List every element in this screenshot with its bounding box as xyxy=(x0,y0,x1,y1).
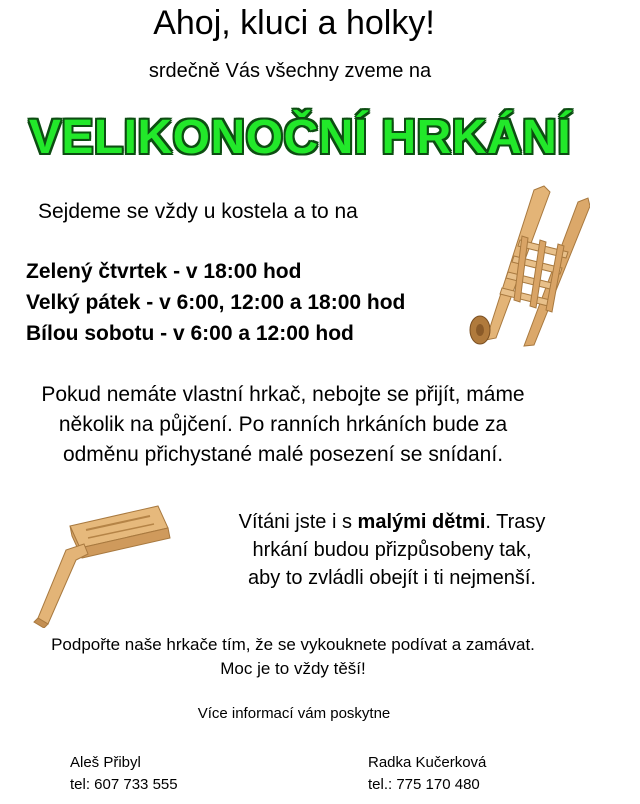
welcome-suffix: . Trasy xyxy=(485,511,546,533)
event-title: VELIKONOČNÍ HRKÁNÍ xyxy=(28,111,572,164)
contact-card xyxy=(70,752,178,796)
schedule-saturday: Bílou sobotu - v 6:00 a 12:00 hod xyxy=(26,322,354,345)
contact-name: Radka Kučerková xyxy=(368,754,487,771)
wooden-cart-rattle-image xyxy=(450,180,590,350)
support-paragraph xyxy=(0,633,586,681)
welcome-prefix: Vítáni jste i s xyxy=(238,511,358,533)
welcome-children-paragraph xyxy=(192,508,592,592)
support-line: Moc je to vždy těší! xyxy=(220,659,366,678)
borrow-rattle-paragraph xyxy=(0,380,566,470)
welcome-bold-text: malými dětmi xyxy=(357,511,486,533)
hand-rattle-image xyxy=(30,498,180,628)
contact-phone: tel: 607 733 555 xyxy=(70,776,178,793)
greeting-heading: Ahoj, kluci a holky! xyxy=(153,4,435,42)
invite-line: srdečně Vás všechny zveme na xyxy=(148,60,432,82)
meeting-place-text: Sejdeme se vždy u kostela a to na xyxy=(38,200,358,223)
contact-card xyxy=(368,752,486,796)
schedule-thursday: Zelený čtvrtek - v 18:00 hod xyxy=(26,260,302,283)
welcome-line xyxy=(192,508,592,536)
paragraph-line: odměnu přichystané malé posezení se snídaní. xyxy=(62,443,504,466)
contact-name: Aleš Přibyl xyxy=(70,754,141,771)
paragraph-line: Pokud nemáte vlastní hrkač, nebojte se přijít, máme xyxy=(41,383,525,406)
more-info-line: Více informací vám poskytne xyxy=(197,705,391,722)
contact-phone: tel.: 775 170 480 xyxy=(368,776,480,793)
schedule-friday: Velký pátek - v 6:00, 12:00 a 18:00 hod xyxy=(26,291,406,314)
paragraph-line: několik na půjčení. Po ranních hrkáních bude za xyxy=(58,413,508,436)
welcome-line: hrkání budou přizpůsobeny tak, xyxy=(252,539,532,561)
welcome-line: aby to zvládli obejít i ti nejmenší. xyxy=(248,567,536,589)
support-line: Podpořte naše hrkače tím, že se vykouknete podívat a zamávat. xyxy=(51,635,535,654)
